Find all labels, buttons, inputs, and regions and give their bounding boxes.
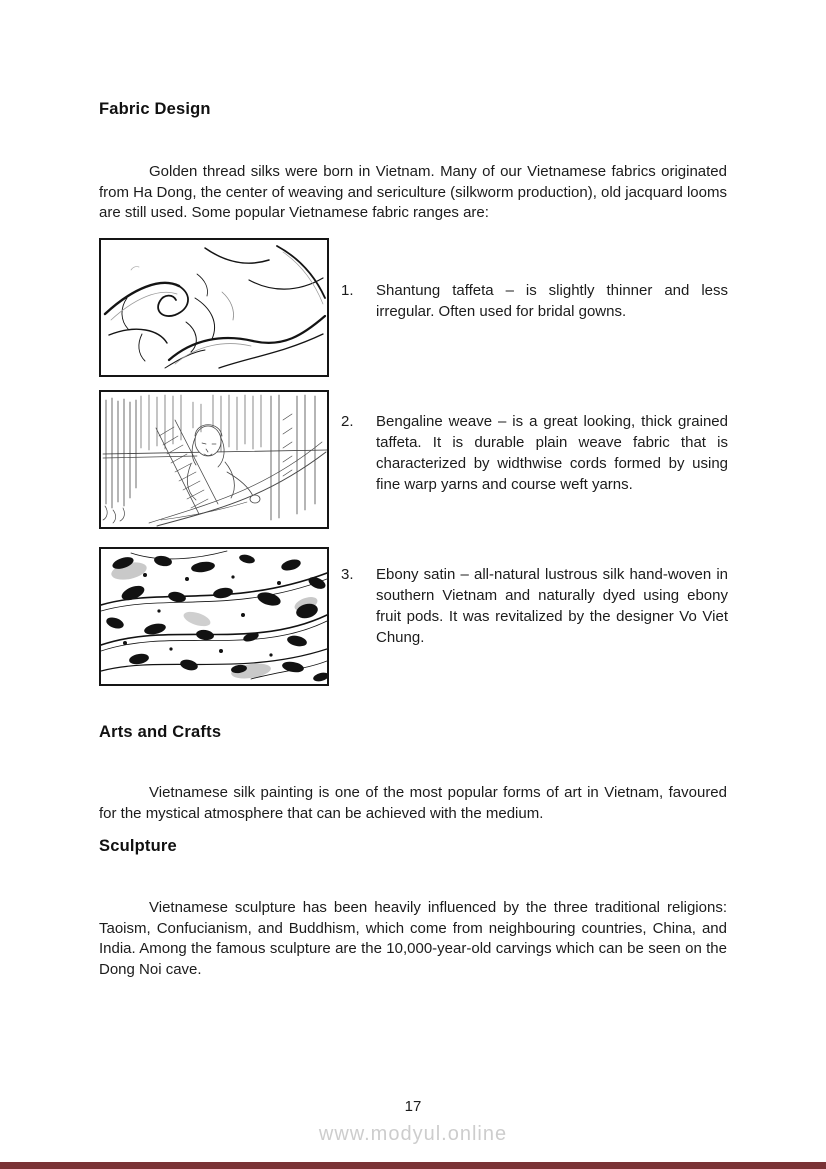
list-item-shantung <box>341 281 728 323</box>
shantung-swirl-illustration <box>101 240 327 375</box>
list-item-ebony-satin <box>341 565 728 649</box>
watermark-text: www.modyul.online <box>318 1123 508 1145</box>
list-number: 3. <box>341 566 354 583</box>
ebony-satin-pattern-illustration <box>101 549 327 684</box>
footer-bar <box>0 1162 826 1169</box>
figure-bengaline-weave <box>99 390 329 529</box>
list-text: Ebony satin – all-natural lustrous silk hand-woven in southern Vietnam and naturally dyed using ebony fruit pods. It was revitalized by the designer Vo Viet Chung. <box>376 566 728 646</box>
figure-ebony-satin <box>99 547 329 686</box>
fabric-design-intro-paragraph: Golden thread silks were born in Vietnam. Many of our Vietnamese fabrics originated from Ha Dong, the center of weaving and sericulture (silkworm production), old jacquard looms are still used. Some popular Vietnamese fabric ranges are: <box>99 163 727 222</box>
page-number: 17 <box>404 1098 422 1115</box>
list-number: 2. <box>341 413 354 430</box>
section-heading-arts-and-crafts: Arts and Crafts <box>99 723 222 741</box>
figure-shantung-taffeta <box>99 238 329 377</box>
sculpture-paragraph: Vietnamese sculpture has been heavily influenced by the three traditional religions: Taoism, Confucianism, and Buddhism, which come from neighbouring countries, China, and India. Among the famous sculpture are the 10,000-year-old carvings which can be seen on the Dong Noi cave. <box>99 899 727 978</box>
section-heading-sculpture: Sculpture <box>99 837 177 855</box>
list-text: Shantung taffeta – is slightly thinner and less irregular. Often used for bridal gowns. <box>376 282 728 320</box>
weaver-loom-illustration <box>101 392 327 527</box>
section-heading-fabric-design: Fabric Design <box>99 100 211 118</box>
arts-and-crafts-paragraph: Vietnamese silk painting is one of the most popular forms of art in Vietnam, favoured for the mystical atmosphere that can be achieved with the medium. <box>99 784 727 822</box>
list-number: 1. <box>341 282 354 299</box>
list-text: Bengaline weave – is a great looking, thick grained taffeta. It is durable plain weave fabric that is characterized by widthwise cords formed by using fine warp yarns and course weft yarns. <box>376 413 728 493</box>
list-item-bengaline <box>341 412 728 496</box>
